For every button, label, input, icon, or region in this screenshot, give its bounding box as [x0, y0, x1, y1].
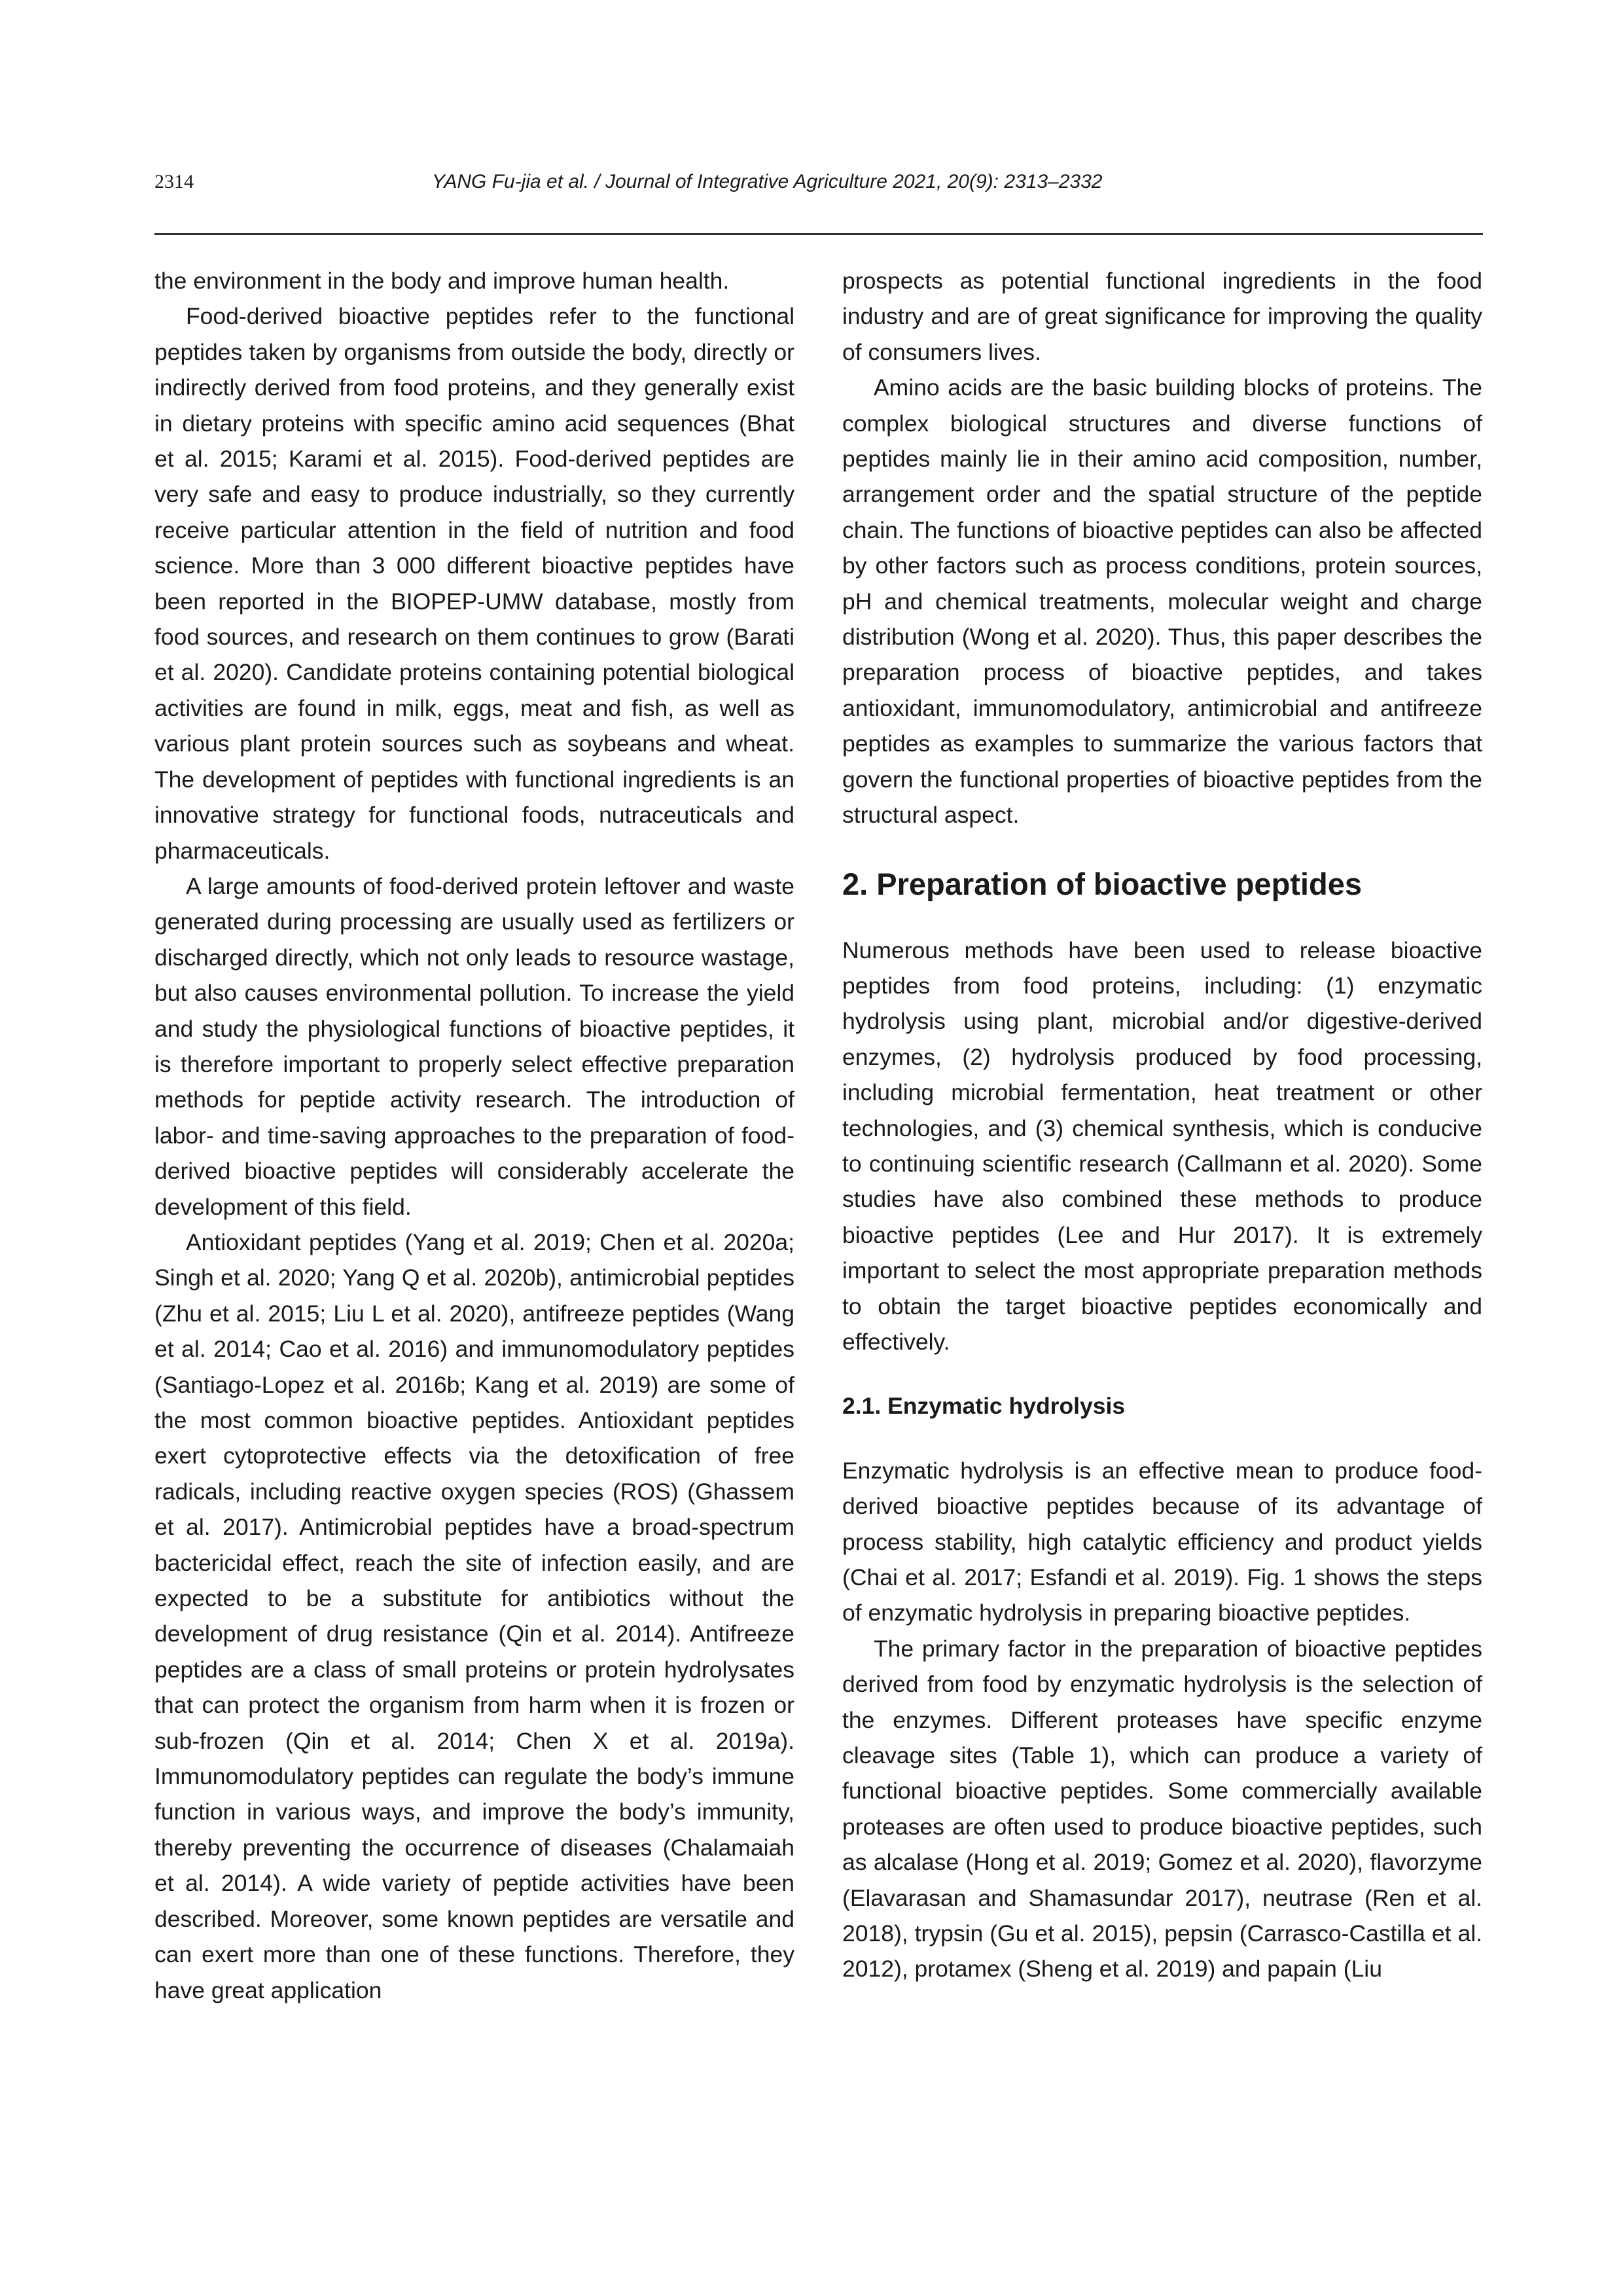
header-rule: [154, 233, 1483, 235]
paragraph: Numerous methods have been used to release bioactive peptides from food proteins, including: (1) enzymatic hydrolysis using plant, microbial and/or digestive-derived enzymes, (2) hydrolysis produced by food processing, including microbial fermentation, heat treatment or other technologies, and (3) chemical synthesis, which is conducive to continuing scientific research (Callmann et al. 2020). Some studies have also combined these methods to produce bioactive peptides (Lee and Hur 2017). It is extremely important to select the most appropriate preparation methods to obtain the target bioactive peptides economically and effectively.: [842, 937, 1482, 1355]
paragraph: prospects as potential functional ingredients in the food industry and are of great significance for improving the quality of consumers lives.: [842, 268, 1482, 365]
paragraph: Amino acids are the basic building blocks of proteins. The complex biological structures and diverse functions of peptides mainly lie in their amino acid composition, number, arrangement order and the spatial structure of the peptide chain. The functions of bioactive peptides can also be affected by other factors such as process conditions, protein sources, pH and chemical treatments, molecular weight and charge distribution (Wong et al. 2020). Thus, this paper describes the preparation process of bioactive peptides, and takes antioxidant, immunomodulatory, antimicrobial and antifreeze peptides as examples to summarize the various factors that govern the functional properties of bioactive peptides from the structural aspect.: [842, 374, 1482, 829]
right-column: [842, 263, 1482, 1987]
section-heading: 2. Preparation of bioactive peptides: [842, 866, 1362, 901]
paragraph: Enzymatic hydrolysis is an effective mean to produce food-derived bioactive peptides because of its advantage of process stability, high catalytic efficiency and product yields (Chai et al. 2017; Esfandi et al. 2019). Fig. 1 shows the steps of enzymatic hydrolysis in preparing bioactive peptides.: [842, 1457, 1482, 1626]
paragraph: the environment in the body and improve human health.: [154, 268, 730, 294]
subsection-heading: 2.1. Enzymatic hydrolysis: [842, 1393, 1126, 1420]
running-head: YANG Fu-jia et al. / Journal of Integrative Agriculture 2021, 20(9): 2313–2332: [432, 171, 1103, 192]
paragraph: A large amounts of food-derived protein leftover and waste generated during processing are usually used as fertilizers or discharged directly, which not only leads to resource wastage, but also causes environmental pollution. To increase the yield and study the physiological functions of bioactive peptides, it is therefore important to properly select effective preparation methods for peptide activity research. The introduction of labor- and time-saving approaches to the preparation of food-derived bioactive peptides will considerably accelerate the development of this field.: [154, 872, 794, 1220]
paragraph: The primary factor in the preparation of bioactive peptides derived from food by enzymatic hydrolysis is the selection of the enzymes. Different proteases have specific enzyme cleavage sites (Table 1), which can produce a variety of functional bioactive peptides. Some commercially available proteases are often used to produce bioactive peptides, such as alcalase (Hong et al. 2019; Gomez et al. 2020), flavorzyme (Elavarasan and Shamasundar 2017), neutrase (Ren et al. 2018), trypsin (Gu et al. 2015), pepsin (Carrasco-Castilla et al. 2012), protamex (Sheng et al. 2019) and papain (Liu: [842, 1635, 1482, 1982]
paragraph: Food-derived bioactive peptides refer to the functional peptides taken by organisms from outside the body, directly or indirectly derived from food proteins, and they generally exist in dietary proteins with specific amino acid sequences (Bhat et al. 2015; Karami et al. 2015). Food-derived peptides are very safe and easy to produce industrially, so they currently receive particular attention in the field of nutrition and food science. More than 3 000 different bioactive peptides have been reported in the BIOPEP-UMW database, mostly from food sources, and research on them continues to grow (Barati et al. 2020). Candidate proteins containing potential biological activities are found in milk, eggs, meat and fish, as well as various plant protein sources such as soybeans and wheat. The development of peptides with functional ingredients is an innovative strategy for functional foods, nutraceuticals and pharmaceuticals.: [154, 303, 794, 864]
paragraph: Antioxidant peptides (Yang et al. 2019; Chen et al. 2020a; Singh et al. 2020; Yang Q et al. 2020b), antimicrobial peptides (Zhu et al. 2015; Liu L et al. 2020), antifreeze peptides (Wang et al. 2014; Cao et al. 2016) and immunomodulatory peptides (Santiago-Lopez et al. 2016b; Kang et al. 2019) are some of the most common bioactive peptides. Antioxidant peptides exert cytoprotective effects via the detoxification of free radicals, including reactive oxygen species (ROS) (Ghassem et al. 2017). Antimicrobial peptides have a broad-spectrum bactericidal effect, reach the site of infection easily, and are expected to be a substitute for antibiotics without the development of drug resistance (Qin et al. 2014). Antifreeze peptides are a class of small proteins or protein hydrolysates that can protect the organism from harm when it is frozen or sub-frozen (Qin et al. 2014; Chen X et al. 2019a). Immunomodulatory peptides can regulate the body’s immune function in various ways, and improve the body’s immunity, thereby preventing the occurrence of diseases (Chalamaiah et al. 2014). A wide variety of peptide activities have been described. Moreover, some known peptides are versatile and can exert more than one of these functions. Therefore, they have great application: [154, 1229, 794, 2003]
page-number: 2314: [154, 171, 194, 192]
left-column: [154, 263, 794, 2008]
page-header: [154, 169, 1483, 208]
